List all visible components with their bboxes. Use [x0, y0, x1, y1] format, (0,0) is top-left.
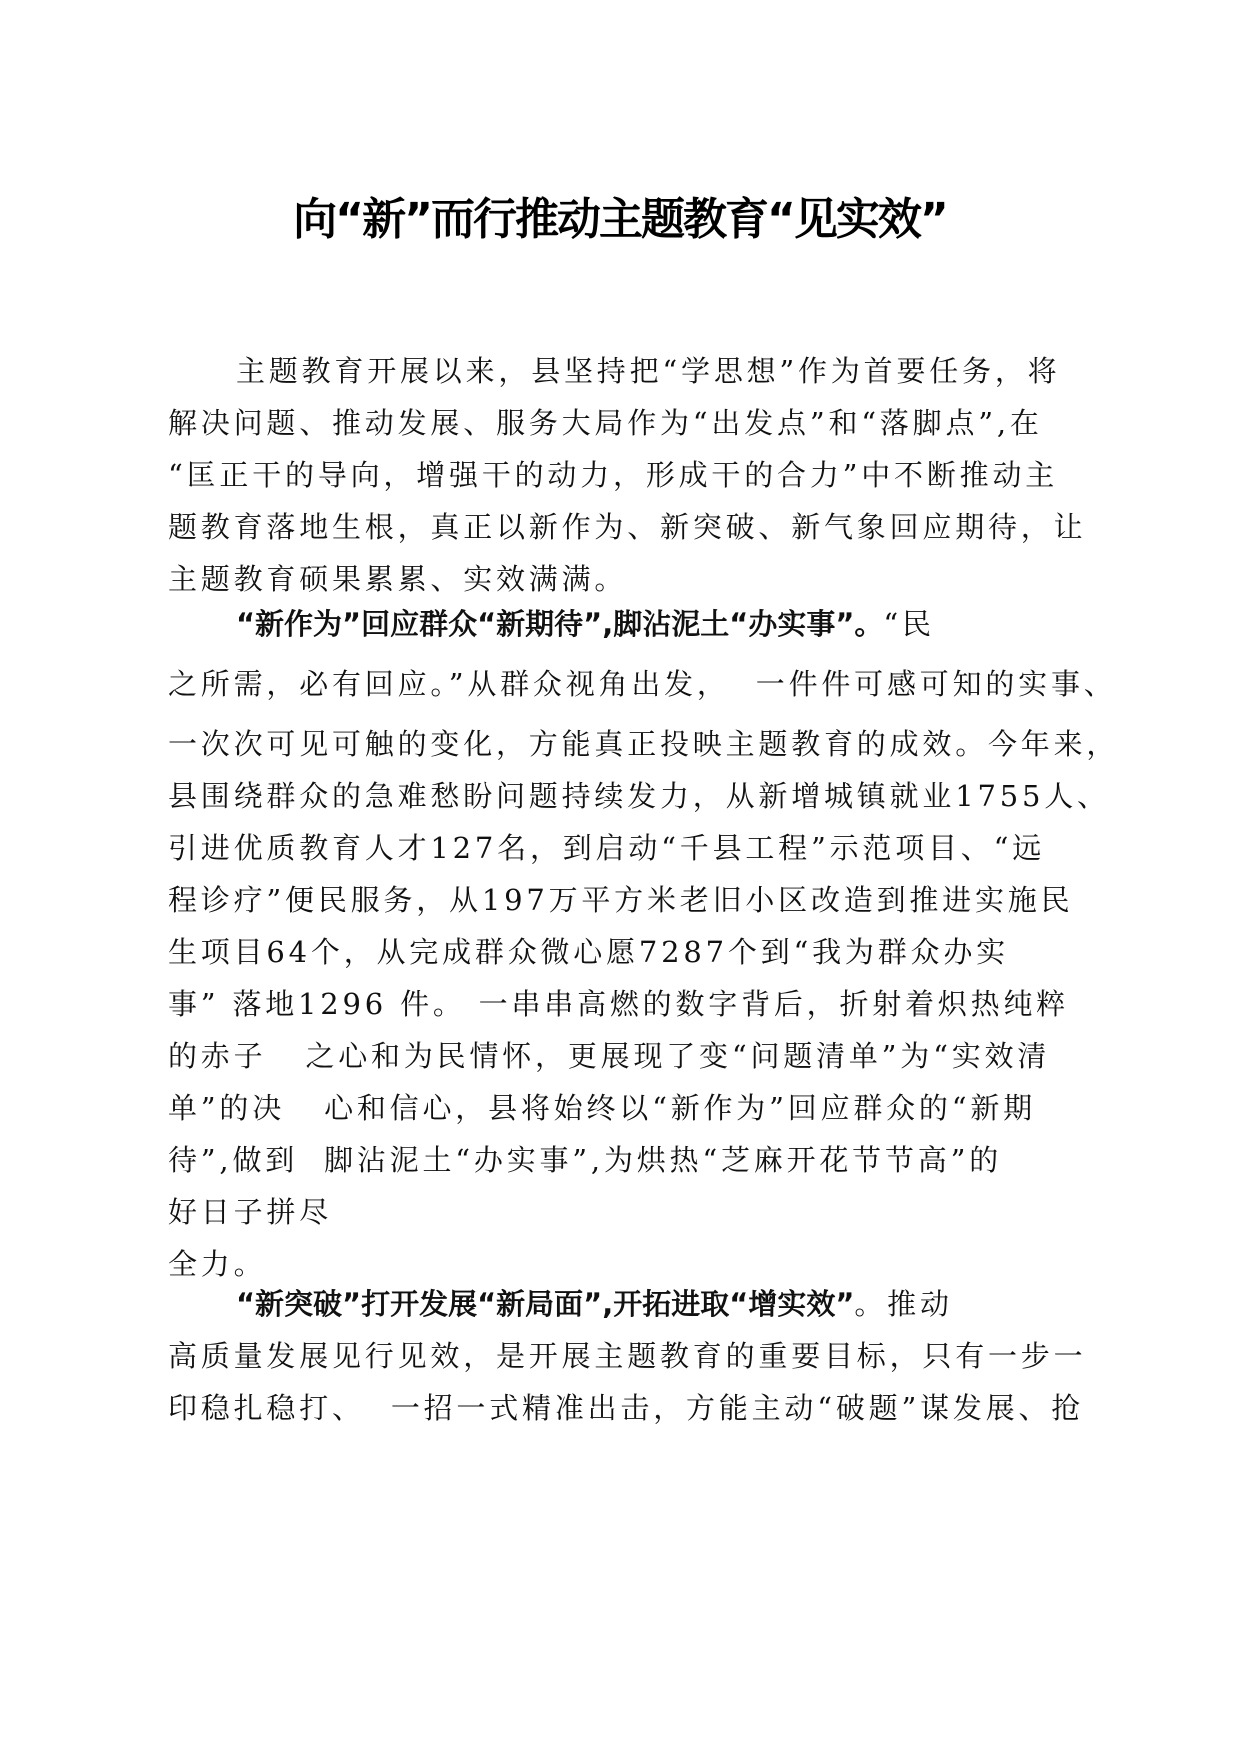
paragraph-2 — [168, 598, 1120, 1290]
paragraph-line: 题教育落地生根，真正以新作为、新突破、新气象回应期待，让 — [168, 510, 1087, 544]
paragraph-line: 生项目64个，从完成群众微心愿7287个到“我为群众办实 — [168, 935, 1009, 969]
paragraph-lead-text: 。推动 — [854, 1287, 953, 1321]
section-heading: “新突破”打开发展“新局面”,开拓进取“增实效” — [236, 1287, 855, 1321]
document-title: 向“新”而行推动主题教育“见实效” — [293, 194, 947, 245]
paragraph-line: 主题教育开展以来，县坚持把“学思想”作为首要任务，将 — [236, 354, 1061, 388]
paragraph-1 — [168, 345, 1088, 605]
paragraph-line: 县围绕群众的急难愁盼问题持续发力，从新增城镇就业1755人、 — [168, 779, 1110, 813]
paragraph-line: 主题教育硕果累累、实效满满。 — [168, 562, 628, 596]
paragraph-line: 一次次可见可触的变化，方能真正投映主题教育的成效。今年来， — [168, 727, 1120, 761]
paragraph-line: 高质量发展见行见效，是开展主题教育的重要目标，只有一步一 — [168, 1339, 1087, 1373]
paragraph-first-line — [168, 598, 1088, 650]
paragraph-line: 事” 落地1296 件。 一串串高燃的数字背后，折射着炽热纯粹 — [168, 987, 1070, 1021]
paragraph-lead-text: “民 — [883, 607, 935, 641]
paragraph-line: 好日子拼尽 — [168, 1195, 333, 1229]
paragraph-3 — [168, 1278, 1088, 1434]
paragraph-line: 的赤子 之心和为民情怀，更展现了变“问题清单”为“实效清 — [168, 1039, 1051, 1073]
paragraph-line: 解决问题、推动发展、服务大局作为“出发点”和“落脚点”,在 — [168, 406, 1043, 440]
paragraph-line: 全力。 — [168, 1247, 267, 1281]
section-heading: “新作为”回应群众“新期待”,脚沾泥土“办实事”。 — [236, 607, 884, 641]
paragraph-line: “匡正干的导向，增强干的动力，形成干的合力”中不断推动主 — [168, 458, 1059, 492]
paragraph-line: 待”,做到 脚沾泥土“办实事”,为烘热“芝麻开花节节高”的 — [168, 1143, 1003, 1177]
paragraph-line: 单”的决 心和信心，县将始终以“新作为”回应群众的“新期 — [168, 1091, 1036, 1125]
paragraph-line: 程诊疗”便民服务，从197万平方米老旧小区改造到推进实施民 — [168, 883, 1074, 917]
paragraph-first-line — [168, 1278, 1088, 1330]
paragraph-line: 之所需，必有回应。”从群众视角出发， 一件件可感可知的实事、 — [168, 667, 1117, 701]
paragraph-line: 印稳扎稳打、 一招一式精准出击，方能主动“破题”谋发展、抢 — [168, 1391, 1085, 1425]
paragraph-line: 引进优质教育人才127名，到启动“千县工程”示范项目、“远 — [168, 831, 1046, 865]
